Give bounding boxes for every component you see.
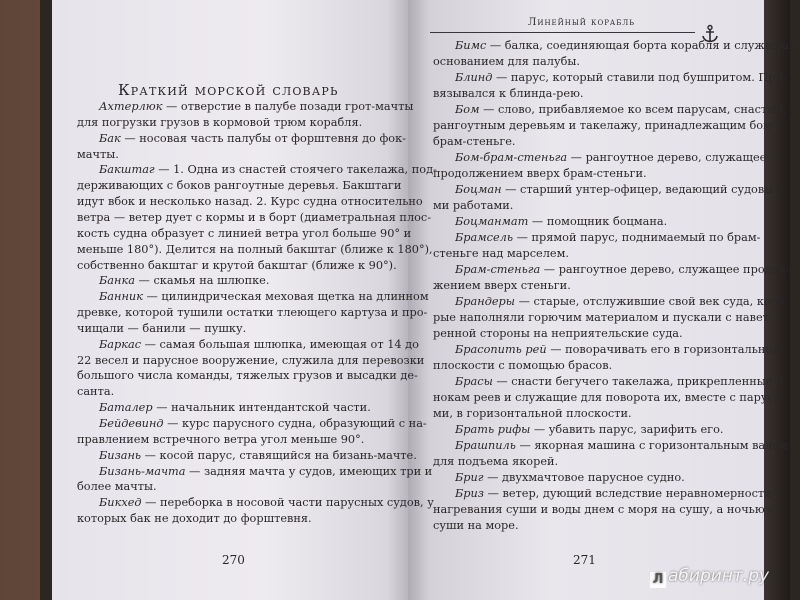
dictionary-line: [433, 200, 513, 211]
dictionary-definition: рые наполняли горючим материалом и пускали с навет-: [433, 311, 773, 324]
running-head: Линейный корабль: [528, 17, 635, 28]
dictionary-line: [455, 472, 685, 483]
dictionary-line: [455, 232, 760, 243]
dictionary-line: [433, 520, 519, 531]
dictionary-line: [433, 456, 558, 467]
dictionary-line: [99, 418, 427, 429]
dictionary-definition: основанием для палубы.: [433, 55, 580, 68]
dictionary-definition: — рангоутное дерево, служащее: [567, 151, 767, 164]
dictionary-line: [433, 328, 683, 339]
left-page-number: 270: [222, 553, 245, 567]
dictionary-definition: — слово, прибавляемое ко всем парусам, снастям,: [479, 103, 787, 116]
dictionary-definition: для подъема якорей.: [433, 455, 559, 468]
dictionary-line: [455, 440, 788, 451]
dictionary-line: [433, 312, 773, 323]
dictionary-line: [77, 244, 433, 255]
dictionary-definition: нокам реев и служащие для поворота их, вместе с паруса-: [433, 391, 785, 404]
dictionary-line: [99, 164, 437, 175]
dictionary-term: Брамсель: [455, 231, 513, 244]
dictionary-definition: большого числа команды, тяжелых грузов и высадки де-: [77, 369, 418, 383]
section-title: Краткий морской словарь: [118, 81, 339, 99]
dictionary-definition: — балка, соединяющая борта корабля и служащая: [486, 39, 796, 52]
dictionary-line: [433, 168, 647, 179]
dictionary-line: [455, 40, 796, 51]
dictionary-term: Баталер: [99, 401, 153, 415]
dictionary-line: [77, 481, 157, 492]
dictionary-definition: которых бак не доходит до форштевня.: [77, 512, 312, 526]
dictionary-definition: — старые, отслужившие свой век суда, кото-: [515, 295, 788, 308]
dictionary-definition: — поворачивать его в горизонтальной: [546, 343, 780, 356]
dictionary-line: [77, 323, 246, 334]
dictionary-line: [455, 152, 766, 163]
dictionary-definition: — самая большая шлюпка, имеющая от 14 до: [141, 337, 419, 351]
dictionary-definition: — курс парусного судна, образующий с на-: [163, 417, 427, 430]
dictionary-line: [99, 133, 406, 144]
dictionary-term: Брать рифы: [455, 423, 531, 436]
dictionary-definition: стеньге над марселем.: [433, 247, 569, 260]
dictionary-definition: — двухмачтовое парусное судно.: [483, 471, 685, 484]
dictionary-term: Бриз: [455, 487, 484, 500]
dictionary-line: [77, 228, 411, 239]
dictionary-term: Бимс: [455, 39, 487, 52]
dictionary-definition: древке, которой тушили остатки тлеющего картуза и про-: [77, 306, 428, 320]
dictionary-definition: собственно бакштаг и крутой бакштаг (ближе к 90°).: [77, 258, 397, 272]
dictionary-line: [433, 392, 784, 403]
dictionary-definition: — старший унтер-офицер, ведающий судовы-: [501, 183, 778, 196]
dictionary-term: Бакштаг: [99, 163, 155, 177]
dictionary-term: Бриг: [455, 471, 484, 484]
dictionary-definition: меньше 180°). Делится на полный бакштаг (ближе к 180°),: [77, 242, 433, 256]
dictionary-line: [433, 56, 580, 67]
dictionary-definition: — носовая часть палубы от форштевня до фок-: [120, 131, 406, 145]
dictionary-definition: держивающих с боков рангоутные деревья. Бакштаги: [77, 179, 402, 193]
dictionary-definition: — скамья на шлюпке.: [134, 274, 270, 288]
dictionary-term: Бак: [99, 131, 121, 145]
dictionary-line: [433, 504, 775, 515]
dictionary-line: [99, 450, 417, 461]
dictionary-line: [455, 376, 783, 387]
dictionary-definition: жением вверх стеньги.: [433, 279, 571, 292]
dictionary-term: Бейдевинд: [99, 417, 164, 430]
dictionary-line: [455, 104, 787, 115]
dictionary-line: [77, 149, 119, 160]
dictionary-line: [455, 296, 788, 307]
watermark-logo: Л: [650, 572, 666, 588]
dictionary-term: Баркас: [99, 337, 142, 351]
dictionary-line: [77, 386, 114, 397]
dictionary-line: [77, 196, 423, 207]
dictionary-definition: — прямой парус, поднимаемый по брам-: [513, 231, 761, 244]
watermark-text: абиринт.ру: [668, 566, 770, 586]
dictionary-definition: вязывался к блинда-рею.: [433, 87, 584, 100]
dictionary-definition: — рангоутное дерево, служащее продол-: [540, 263, 790, 276]
dictionary-term: Боцманмат: [455, 215, 529, 228]
dictionary-line: [455, 216, 667, 227]
dictionary-definition: — снасти бегучего такелажа, прикрепленные к: [492, 375, 784, 388]
dictionary-definition: идут вбок и несколько назад. 2. Курс судна относительно: [77, 195, 423, 209]
dictionary-definition: более мачты.: [77, 480, 157, 494]
dictionary-definition: кость судна образует с линией ветра угол больше 90° и: [77, 226, 412, 240]
dictionary-definition: санта.: [77, 385, 115, 399]
dictionary-line: [77, 513, 312, 524]
dictionary-definition: рангоутным деревьям и такелажу, принадлежащим бом-: [433, 119, 776, 132]
dictionary-term: Брашпиль: [455, 439, 516, 452]
dictionary-term: Блинд: [455, 71, 493, 84]
right-page-number: 271: [573, 553, 596, 567]
dictionary-definition: — парус, который ставили под бушпритом. При-: [492, 71, 787, 84]
dictionary-line: [433, 280, 571, 291]
dictionary-line: [433, 360, 612, 371]
dictionary-definition: — помощник боцмана.: [528, 215, 668, 228]
dictionary-term: Бизань-мачта: [99, 464, 186, 478]
dictionary-definition: — убавить парус, зарифить его.: [530, 423, 724, 436]
dictionary-line: [455, 184, 777, 195]
dictionary-term: Боцман: [455, 183, 502, 196]
dictionary-definition: ми работами.: [433, 199, 514, 212]
dictionary-line: [77, 212, 431, 223]
dictionary-line: [455, 264, 789, 275]
dictionary-definition: — косой парус, ставящийся на бизань-мачте.: [141, 448, 417, 462]
dictionary-definition: — 1. Одна из снастей стоячего такелажа, под-: [154, 163, 437, 177]
dictionary-term: Бизань: [99, 448, 142, 462]
dictionary-line: [99, 466, 432, 477]
dictionary-line: [99, 101, 413, 112]
dictionary-term: Банник: [99, 290, 143, 304]
dictionary-line: [77, 180, 401, 191]
dictionary-definition: — ветер, дующий вследствие неравномерности: [483, 487, 772, 500]
dictionary-line: [433, 120, 776, 131]
dictionary-line: [77, 260, 397, 271]
dictionary-line: [433, 408, 632, 419]
dictionary-term: Ахтерлюк: [99, 100, 163, 113]
dictionary-definition: для погрузки грузов в кормовой трюм корабля.: [77, 115, 363, 129]
dictionary-line: [433, 136, 516, 147]
dictionary-term: Бом-брам-стеньга: [455, 151, 568, 164]
dictionary-definition: — цилиндрическая меховая щетка на длинном: [142, 290, 429, 304]
dictionary-definition: нагревания суши и воды днем с моря на сушу, а ночью с: [433, 503, 775, 516]
dictionary-definition: плоскости с помощью брасов.: [433, 359, 613, 372]
dictionary-term: Бом: [455, 103, 480, 116]
dictionary-definition: — задняя мачта у судов, имеющих три и: [185, 464, 433, 478]
dictionary-term: Бикхед: [99, 496, 142, 510]
dictionary-line: [455, 344, 780, 355]
dictionary-definition: — начальник интендантской части.: [152, 401, 371, 415]
dictionary-line: [455, 72, 787, 83]
dictionary-line: [99, 402, 371, 413]
dictionary-line: [99, 497, 434, 508]
dictionary-definition: ветра — ветер дует с кормы и в борт (диаметральная плос-: [77, 210, 432, 224]
dictionary-definition: правлением встречного ветра угол меньше 90°.: [77, 432, 365, 446]
dictionary-definition: чищали — банили — пушку.: [77, 321, 247, 335]
dictionary-term: Брам-стеньга: [455, 263, 541, 276]
dictionary-definition: 22 весел и парусное вооружение, служила для перевозки: [77, 353, 425, 367]
dictionary-line: [77, 307, 427, 318]
dictionary-term: Брасопить рей: [455, 343, 547, 356]
dictionary-definition: — переборка в носовой части парусных судов, у: [141, 496, 434, 510]
dictionary-line: [99, 275, 269, 286]
dictionary-definition: ренной стороны на неприятельские суда.: [433, 327, 683, 340]
dictionary-line: [77, 117, 362, 128]
dictionary-line: [455, 424, 724, 435]
dictionary-definition: мачты.: [77, 147, 119, 161]
header-rule: [430, 32, 695, 33]
dictionary-term: Банка: [99, 274, 135, 288]
dictionary-term: Брасы: [455, 375, 493, 388]
dictionary-definition: суши на море.: [433, 519, 519, 532]
dictionary-line: [77, 355, 424, 366]
dictionary-line: [99, 339, 419, 350]
dictionary-line: [433, 88, 584, 99]
dictionary-definition: брам-стеньге.: [433, 135, 516, 148]
dictionary-line: [77, 370, 418, 381]
dictionary-definition: — якорная машина с горизонтальным валом: [515, 439, 788, 452]
dictionary-line: [99, 291, 429, 302]
dictionary-definition: ми, в горизонтальной плоскости.: [433, 407, 632, 420]
dictionary-term: Брандеры: [455, 295, 515, 308]
dictionary-line: [77, 434, 364, 445]
dictionary-definition: продолжением вверх брам-стеньги.: [433, 167, 647, 180]
dictionary-line: [433, 248, 569, 259]
watermark: [650, 566, 769, 588]
dictionary-definition: — отверстие в палубе позади грот-мачты: [162, 100, 414, 113]
dictionary-line: [455, 488, 772, 499]
